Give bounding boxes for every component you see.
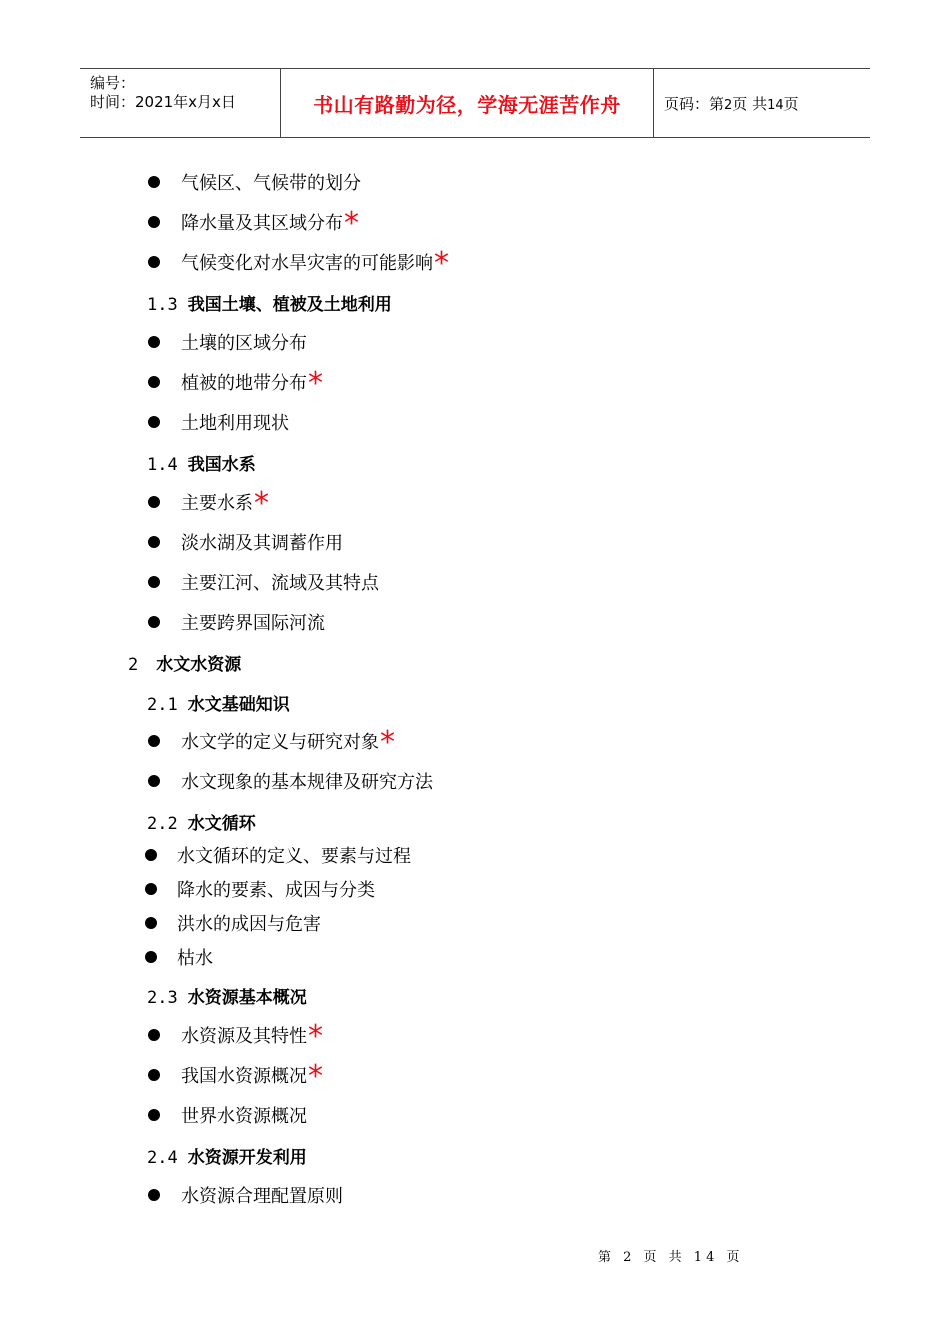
list-item-text: 植被的地带分布* [181, 366, 323, 401]
list-item [0, 1059, 950, 1094]
bullet-icon [148, 496, 160, 508]
bullet-icon [148, 536, 160, 548]
subsection-heading [0, 1141, 950, 1169]
list-item-text: 水文学的定义与研究对象* [181, 725, 395, 760]
list-item-text: 主要跨界国际河流 [181, 613, 325, 634]
subsection-heading [0, 981, 950, 1009]
bullet-icon [145, 951, 157, 963]
list-item-text: 降水的要素、成因与分类 [177, 880, 375, 901]
heading-title: 我国土壤、植被及土地利用 [187, 294, 392, 315]
list-item-text: 气候变化对水旱灾害的可能影响* [181, 246, 449, 281]
heading-title: 水文循环 [187, 813, 256, 834]
number-label: 编号： [90, 74, 136, 92]
list-item-text: 主要江河、流域及其特点 [181, 573, 379, 594]
key-point-star-icon: * [308, 1019, 323, 1054]
list-item [0, 568, 950, 596]
key-point-star-icon: * [254, 486, 269, 521]
bullet-icon [145, 917, 157, 929]
heading-number: 2.1 [147, 694, 178, 715]
bullet-icon [148, 1069, 160, 1081]
header-motto-cell [281, 69, 654, 137]
heading-number: 1.3 [147, 294, 178, 315]
list-item [0, 608, 950, 636]
heading-number: 2 [128, 654, 139, 675]
bullet-icon [148, 735, 160, 747]
subsection-heading [0, 448, 950, 476]
list-item [0, 767, 950, 795]
list-item [0, 528, 950, 556]
bullet-icon [148, 216, 160, 228]
key-point-star-icon: * [308, 366, 323, 401]
header-page-cell [654, 69, 870, 137]
key-point-star-icon: * [344, 206, 359, 241]
list-item-text: 土地利用现状 [181, 413, 289, 434]
subsection-heading [0, 288, 950, 316]
list-item-text: 水文循环的定义、要素与过程 [177, 846, 411, 867]
list-item [0, 328, 950, 356]
list-item [0, 168, 950, 196]
time-label: 时间：2021年x月x日 [90, 93, 236, 111]
footer-page-number: 第 2 页 共 14 页 [598, 1250, 744, 1265]
list-item [0, 366, 950, 401]
bullet-icon [148, 616, 160, 628]
list-item-text: 世界水资源概况 [181, 1106, 307, 1127]
section-heading [0, 648, 950, 676]
key-point-star-icon: * [380, 725, 395, 760]
bullet-icon [148, 1029, 160, 1041]
list-item-text: 降水量及其区域分布* [181, 206, 359, 241]
page-header [80, 68, 870, 138]
list-item-text: 我国水资源概况* [181, 1059, 323, 1094]
bullet-icon [148, 1189, 160, 1201]
list-item [0, 909, 950, 937]
heading-title: 我国水系 [187, 454, 256, 475]
list-item [0, 1181, 950, 1209]
list-item [0, 408, 950, 436]
list-item-text: 枯水 [177, 948, 213, 969]
heading-number: 2.2 [147, 813, 178, 834]
list-item [0, 206, 950, 241]
bullet-icon [148, 336, 160, 348]
bullet-icon [148, 256, 160, 268]
bullet-icon [148, 576, 160, 588]
header-info-cell [80, 69, 281, 137]
bullet-icon [148, 176, 160, 188]
bullet-icon [145, 883, 157, 895]
list-item-text: 土壤的区域分布 [181, 333, 307, 354]
list-item-text: 洪水的成因与危害 [177, 914, 321, 935]
bullet-icon [148, 416, 160, 428]
list-item [0, 1101, 950, 1129]
heading-number: 2.4 [147, 1147, 178, 1168]
list-item [0, 486, 950, 521]
bullet-icon [148, 376, 160, 388]
motto: 书山有路勤为径，学海无涯苦作舟 [313, 92, 621, 117]
bullet-icon [148, 775, 160, 787]
subsection-heading [0, 688, 950, 716]
list-item-text: 水文现象的基本规律及研究方法 [181, 772, 433, 793]
subsection-heading [0, 807, 950, 835]
list-item [0, 875, 950, 903]
heading-title: 水文水资源 [156, 654, 242, 675]
heading-title: 水资源基本概况 [187, 987, 307, 1008]
list-item-text: 淡水湖及其调蓄作用 [181, 533, 343, 554]
heading-number: 2.3 [147, 987, 178, 1008]
list-item-text: 主要水系* [181, 486, 269, 521]
list-item-text: 气候区、气候带的划分 [181, 173, 361, 194]
key-point-star-icon: * [308, 1059, 323, 1094]
heading-title: 水资源开发利用 [187, 1147, 307, 1168]
page-indicator: 页码：第2页 共14页 [664, 94, 799, 113]
list-item-text: 水资源合理配置原则 [181, 1186, 343, 1207]
list-item [0, 1019, 950, 1054]
bullet-icon [145, 849, 157, 861]
key-point-star-icon: * [434, 246, 449, 281]
list-item [0, 246, 950, 281]
list-item [0, 943, 950, 971]
list-item [0, 841, 950, 869]
list-item [0, 725, 950, 760]
heading-title: 水文基础知识 [187, 694, 290, 715]
bullet-icon [148, 1109, 160, 1121]
list-item-text: 水资源及其特性* [181, 1019, 323, 1054]
heading-number: 1.4 [147, 454, 178, 475]
